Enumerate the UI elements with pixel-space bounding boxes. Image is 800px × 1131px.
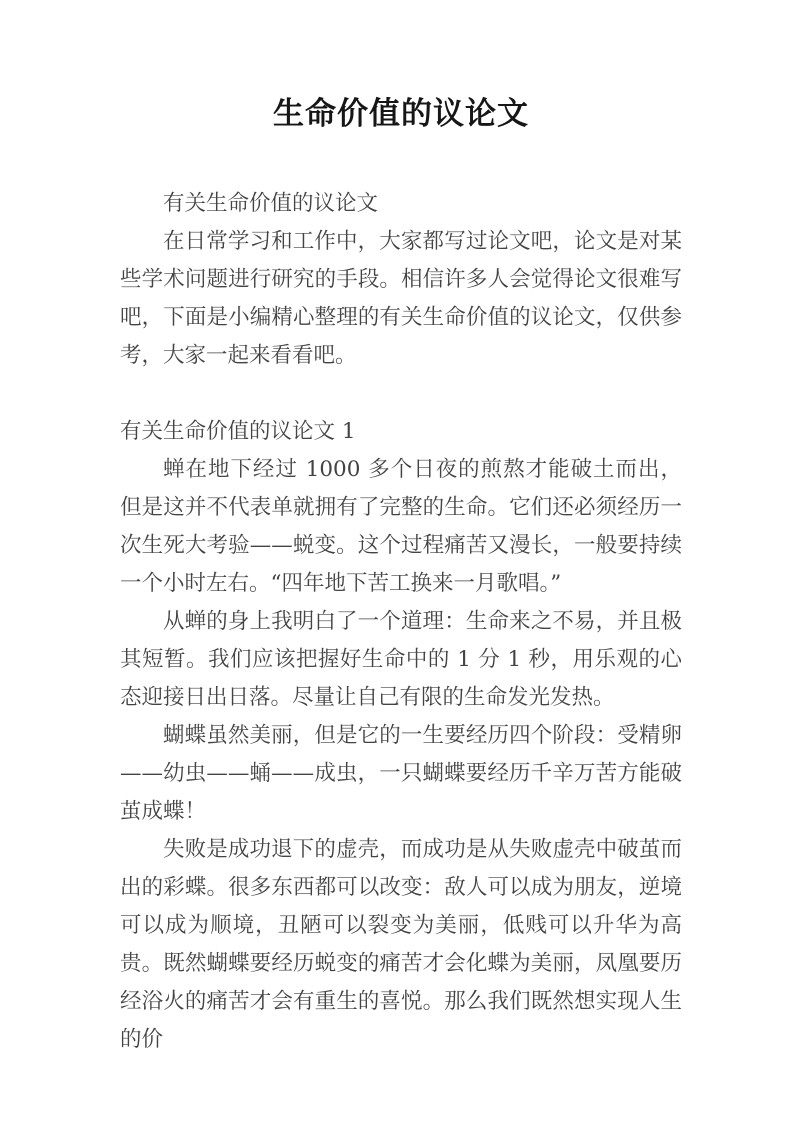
section-heading: 有关生命价值的议论文 1 <box>120 419 356 444</box>
paragraph-lesson: 从蝉的身上我明白了一个道理：生命来之不易，并且极其短暂。我们应该把握好生命中的 1 分 1 秒，用乐观的心态迎接日出日落。尽量让自己有限的生命发光发热。 <box>120 609 682 710</box>
paragraph-intro: 在日常学习和工作中，大家都写过论文吧，论文是对某些学术问题进行研究的手段。相信许多人会觉得论文很难写吧，下面是小编精心整理的有关生命价值的议论文，仅供参考，大家一起来看看吧。 <box>120 229 682 368</box>
paragraph-butterfly: 蝴蝶虽然美丽，但是它的一生要经历四个阶段：受精卵——幼虫——蛹——成虫，一只蝴蝶要经历千辛万苦方能破茧成蝶！ <box>120 723 682 824</box>
paragraph-failure-success: 失败是成功退下的虚壳，而成功是从失败虚壳中破茧而出的彩蝶。很多东西都可以改变：敌人可以成为朋友，逆境可以成为顺境，丑陋可以裂变为美丽，低贱可以升华为高贵。既然蝴蝶要经历蜕变的痛苦才会化蝶为美丽，凤凰要历经浴火的痛苦才会有重生的喜悦。那么我们既然想实现人生的价 <box>120 837 682 1052</box>
paragraph-cicada: 蝉在地下经过 1000 多个日夜的煎熬才能破土而出，但是这并不代表单就拥有了完整的生命。它们还必须经历一次生死大考验——蜕变。这个过程痛苦又漫长，一般要持续一个小时左右。“四年地下苦工换来一月歌唱。” <box>120 457 682 596</box>
paragraph-lead: 有关生命价值的议论文 <box>163 191 379 216</box>
document-title: 生命价值的议论文 <box>273 96 529 132</box>
